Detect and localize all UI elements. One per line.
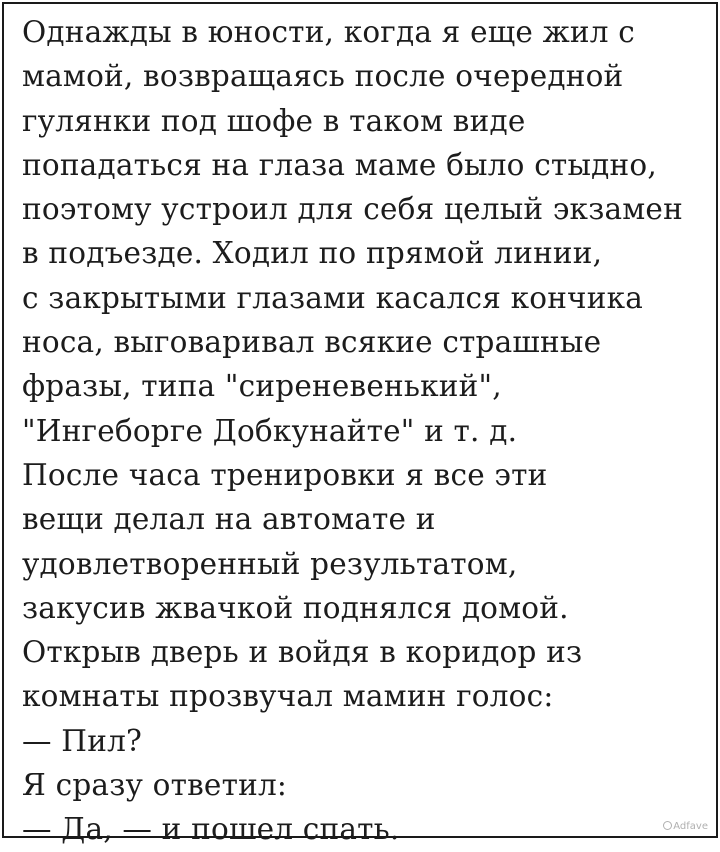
story-line: вещи делал на автомате и (22, 502, 436, 537)
story-line: "Ингеборге Добкунайте" и т. д. (22, 413, 518, 448)
story-line: фразы, типа "сиреневенький", (22, 369, 502, 404)
story-line: носа, выговаривал всякие страшные (22, 325, 602, 360)
story-line: поэтому устроил для себя целый экзамен (22, 192, 683, 227)
story-line: Открыв дверь и войдя в коридор из (22, 635, 583, 670)
story-line: комнаты прозвучал мамин голос: (22, 679, 554, 714)
story-line: закусив жвачкой поднялся домой. (22, 590, 569, 625)
story-frame (2, 2, 718, 847)
story-line: После часа тренировки я все эти (22, 457, 548, 492)
story-line: мамой, возвращаясь после очередной (22, 59, 624, 94)
story-line: попадаться на глаза маме было стыдно, (22, 147, 657, 182)
story-line: Однажды в юности, когда я еще жил с (22, 15, 636, 49)
story-line: удовлетворенный результатом, (22, 546, 518, 581)
copyright-icon (663, 821, 672, 830)
story-line: Я сразу ответил: (22, 768, 288, 803)
story-line: гулянки под шофе в таком виде (22, 103, 526, 138)
story-line: с закрытыми глазами касался кончика (22, 280, 644, 315)
watermark (663, 821, 708, 833)
story-line: — Пил? (22, 723, 143, 758)
story-text (22, 10, 712, 852)
story-line: в подъезде. Ходил по прямой линии, (22, 236, 603, 271)
watermark-text: Adfave (673, 821, 708, 832)
story-line: — Да, — и пошел спать. (22, 812, 400, 847)
